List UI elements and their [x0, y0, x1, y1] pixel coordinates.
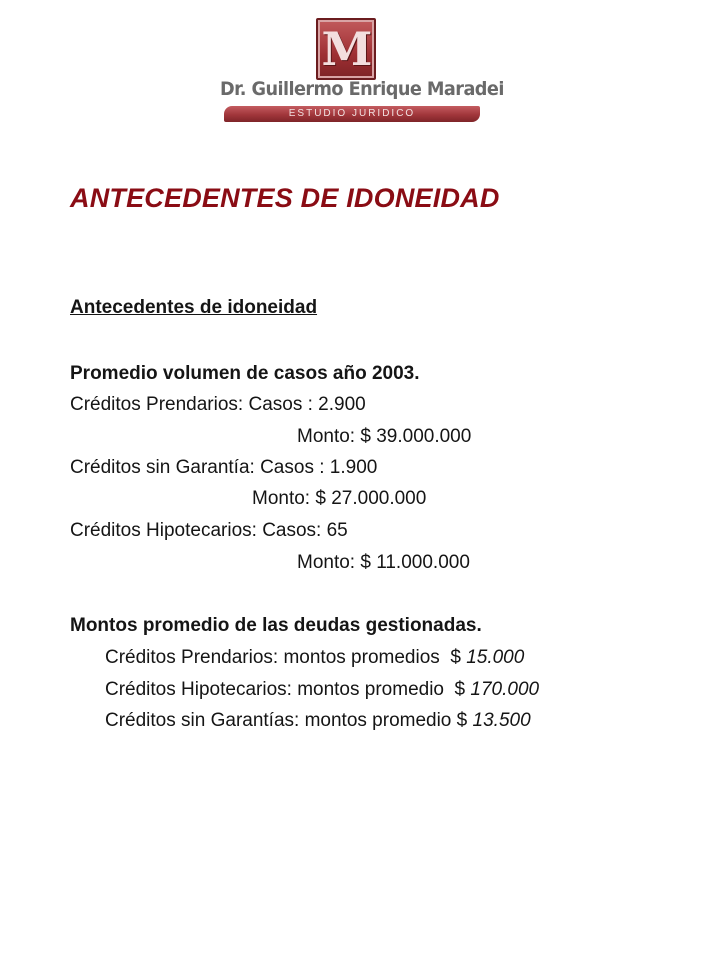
logo-band — [224, 106, 480, 122]
page-title: ANTECEDENTES DE IDONEIDAD — [70, 183, 500, 213]
sin-garantia-casos: Créditos sin Garantía: Casos : 1.900 — [70, 457, 378, 478]
logo-m-letter: M — [321, 22, 371, 76]
monto-item-amount: 15.000 — [466, 647, 525, 668]
monto-item-amount: 13.500 — [472, 710, 531, 731]
monto-item-currency: $ — [456, 710, 473, 731]
monto-item-amount: 170.000 — [470, 679, 540, 700]
monto-item — [105, 709, 531, 733]
monto-item-label: Créditos sin Garantías: montos promedio — [105, 710, 457, 731]
logo-subtitle: ESTUDIO JURIDICO — [288, 108, 416, 119]
monto-item — [105, 646, 524, 670]
hipotecarios-casos: Créditos Hipotecarios: Casos: 65 — [70, 520, 348, 541]
monto-item — [105, 678, 539, 702]
volume-heading: Promedio volumen de casos año 2003. — [70, 363, 420, 384]
prendarios-casos: Créditos Prendarios: Casos : 2.900 — [70, 394, 366, 415]
monto-item-currency: $ — [454, 679, 471, 700]
hipotecarios-monto: Monto: $ 11.000.000 — [297, 552, 470, 573]
montos-heading: Montos promedio de las deudas gestionadas. — [70, 615, 482, 636]
firm-logo — [214, 14, 504, 126]
sin-garantia-monto: Monto: $ 27.000.000 — [252, 488, 427, 509]
logo-firm-name: Dr. Guillermo Enrique Maradei — [220, 78, 504, 100]
monto-item-currency: $ — [450, 647, 467, 668]
section-heading: Antecedentes de idoneidad — [70, 297, 318, 318]
monto-item-label: Créditos Hipotecarios: montos promedio — [105, 679, 455, 700]
monto-item-label: Créditos Prendarios: montos promedios — [105, 647, 451, 668]
prendarios-monto: Monto: $ 39.000.000 — [297, 426, 472, 447]
logo-m-emblem — [316, 18, 376, 80]
